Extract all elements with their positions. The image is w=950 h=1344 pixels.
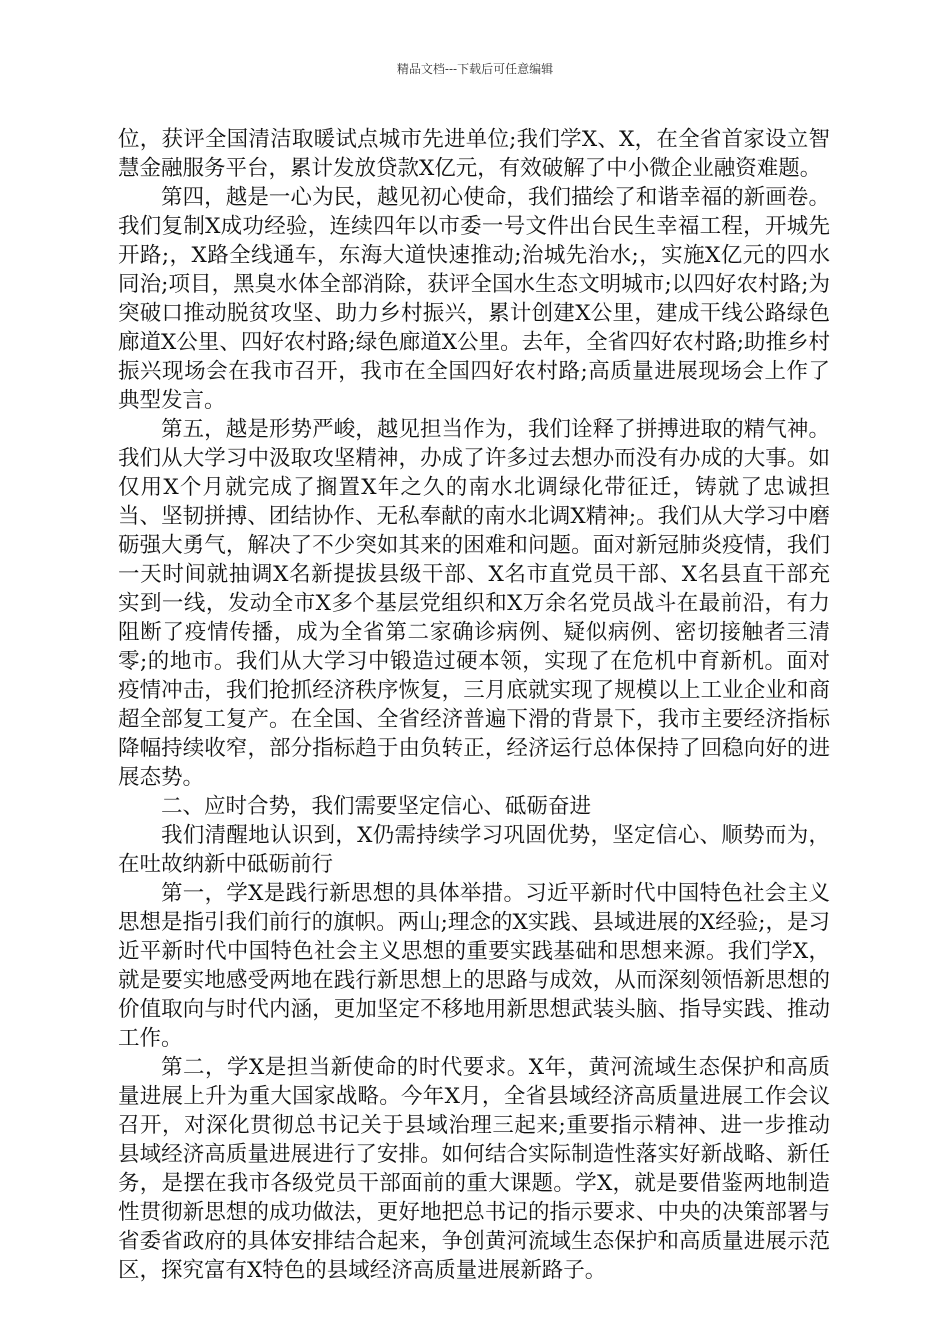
paragraph-2: 第四，越是一心为民，越见初心使命，我们描绘了和谐幸福的新画卷。我们复制Ⅹ成功经验，连续四年以市委一号文件出台民生幸福工程，开城先开路;，Ⅹ路全线通车，东海大道快速推动;治城先治水;，实施Ⅹ亿元的四水同治;项目，黑臭水体全部消除，获评全国水生态文明城市;以四好农村路;为突破口推动脱贫攻坚、助力乡村振兴，累计创建Ⅹ公里，建成干线公路绿色廊道Ⅹ公里、四好农村路;绿色廊道Ⅹ公里。去年，全省四好农村路;助推乡村振兴现场会在我市召开，我市在全国四好农村路;高质量进展现场会上作了典型发言。	[118, 185, 830, 413]
paragraph-5: 第一，学Ⅹ是践行新思想的具体举措。习近平新时代中国特色社会主义思想是指引我们前行的旗帜。两山;理念的Ⅹ实践、县域进展的Ⅹ经验;，是习近平新时代中国特色社会主义思想的重要实践基础和思想来源。我们学Ⅹ，就是要实地感受两地在践行新思想上的思路与成效，从而深刻领悟新思想的价值取向与时代内涵，更加坚定不移地用新思想武装头脑、指导实践、推动工作。	[118, 881, 830, 1051]
document-body	[118, 125, 830, 1285]
page-header: 精品文档---下载后可任意编辑	[396, 62, 554, 76]
paragraph-6: 第二，学Ⅹ是担当新使命的时代要求。Ⅹ年，黄河流域生态保护和高质量进展上升为重大国家战略。今年Ⅹ月，全省县域经济高质量进展工作会议召开，对深化贯彻总书记关于县域治理三起来;重要指示精神、进一步推动县域经济高质量进展进行了安排。如何结合实际制造性落实好新战略、新任务，是摆在我市各级党员干部面前的重大课题。学Ⅹ，就是要借鉴两地制造性贯彻新思想的成功做法，更好地把总书记的指示要求、中央的决策部署与省委省政府的具体安排结合起来，争创黄河流域生态保护和高质量进展示范区，探究富有Ⅹ特色的县域经济高质量进展新路子。	[118, 1055, 830, 1283]
paragraph-3: 第五，越是形势严峻，越见担当作为，我们诠释了拼搏进取的精气神。我们从大学习中汲取攻坚精神，办成了许多过去想办而没有办成的大事。如仅用Ⅹ个月就完成了搁置Ⅹ年之久的南水北调绿化带征迁，铸就了忠诚担当、坚韧拼搏、团结协作、无私奉献的南水北调Ⅹ精神;。我们从大学习中磨砺强大勇气，解决了不少突如其来的困难和问题。面对新冠肺炎疫情，我们一天时间就抽调Ⅹ名新提拔县级干部、Ⅹ名市直党员干部、Ⅹ名县直干部充实到一线，发动全市Ⅹ多个基层党组织和Ⅹ万余名党员战斗在最前沿，有力阻断了疫情传播，成为全省第二家确诊病例、疑似病例、密切接触者三清零;的地市。我们从大学习中锻造过硬本领，实现了在危机中育新机。面对疫情冲击，我们抢抓经济秩序恢复，三月底就实现了规模以上工业企业和商超全部复工复产。在全国、全省经济普遍下滑的背景下，我市主要经济指标降幅持续收窄，部分指标趋于由负转正，经济运行总体保持了回稳向好的进展态势。	[118, 417, 830, 790]
paragraph-4: 我们清醒地认识到，Ⅹ仍需持续学习巩固优势，坚定信心、顺势而为，在吐故纳新中砥砺前行	[118, 823, 830, 877]
paragraph-1: 位，获评全国清洁取暖试点城市先进单位;我们学Ⅹ、Ⅹ，在全省首家设立智慧金融服务平台，累计发放贷款Ⅹ亿元，有效破解了中小微企业融资难题。	[118, 127, 830, 181]
section-heading: 二、应时合势，我们需要坚定信心、砥砺奋进	[161, 794, 592, 819]
